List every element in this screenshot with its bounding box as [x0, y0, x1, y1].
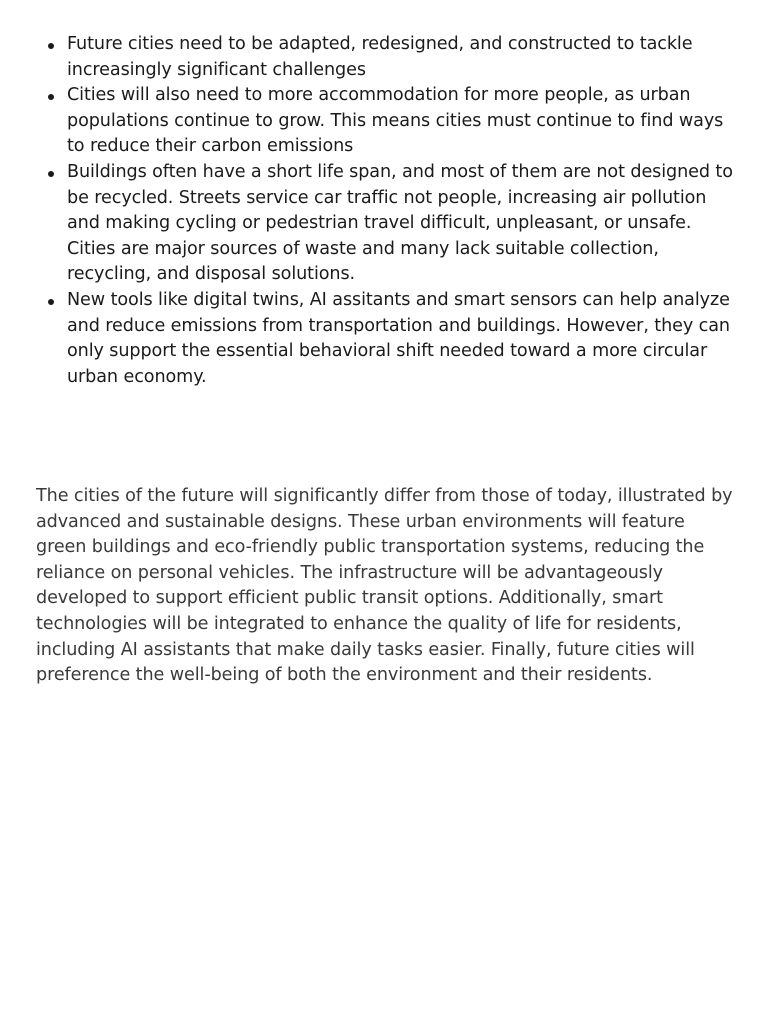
list-item — [36, 160, 736, 288]
bullet-text: Future cities need to be adapted, redesigned, and constructed to tackle increasingly significant challenges — [67, 34, 693, 80]
list-item — [36, 83, 736, 160]
body-paragraph: The cities of the future will significantly differ from those of today, illustrated by advanced and sustainable designs. These urban environments will feature green buildings and eco-friendly public transportation systems, reducing the reliance on personal vehicles. The infrastructure will be advantageously developed to support efficient public transit options. Additionally, smart technologies will be integrated to enhance the quality of life for residents, including AI assistants that make daily tasks easier. Finally, future cities will preference the well-being of both the environment and their residents. — [36, 486, 733, 686]
bullet-text: Buildings often have a short life span, and most of them are not designed to be recycled. Streets service car traffic not people, increasing air pollution and making cycling or pedestrian travel difficult, unpleasant, or unsafe. Cities are major sources of waste and many lack suitable collection, recycling, and disposal solutions. — [67, 161, 733, 285]
list-item — [36, 32, 736, 83]
bullet-icon — [48, 43, 54, 49]
bullet-icon — [48, 299, 54, 305]
bullet-text: New tools like digital twins, AI assitants and smart sensors can help analyze and reduce emissions from transportation and buildings. However, they can only support the essential behavioral shift needed toward a more circular urban economy. — [67, 289, 730, 387]
bullet-text: Cities will also need to more accommodation for more people, as urban populations continue to grow. This means cities must continue to find ways to reduce their carbon emissions — [67, 85, 724, 157]
bullet-icon — [48, 171, 54, 177]
bullet-list — [36, 32, 736, 390]
list-item — [36, 288, 736, 390]
bullet-icon — [48, 94, 54, 100]
